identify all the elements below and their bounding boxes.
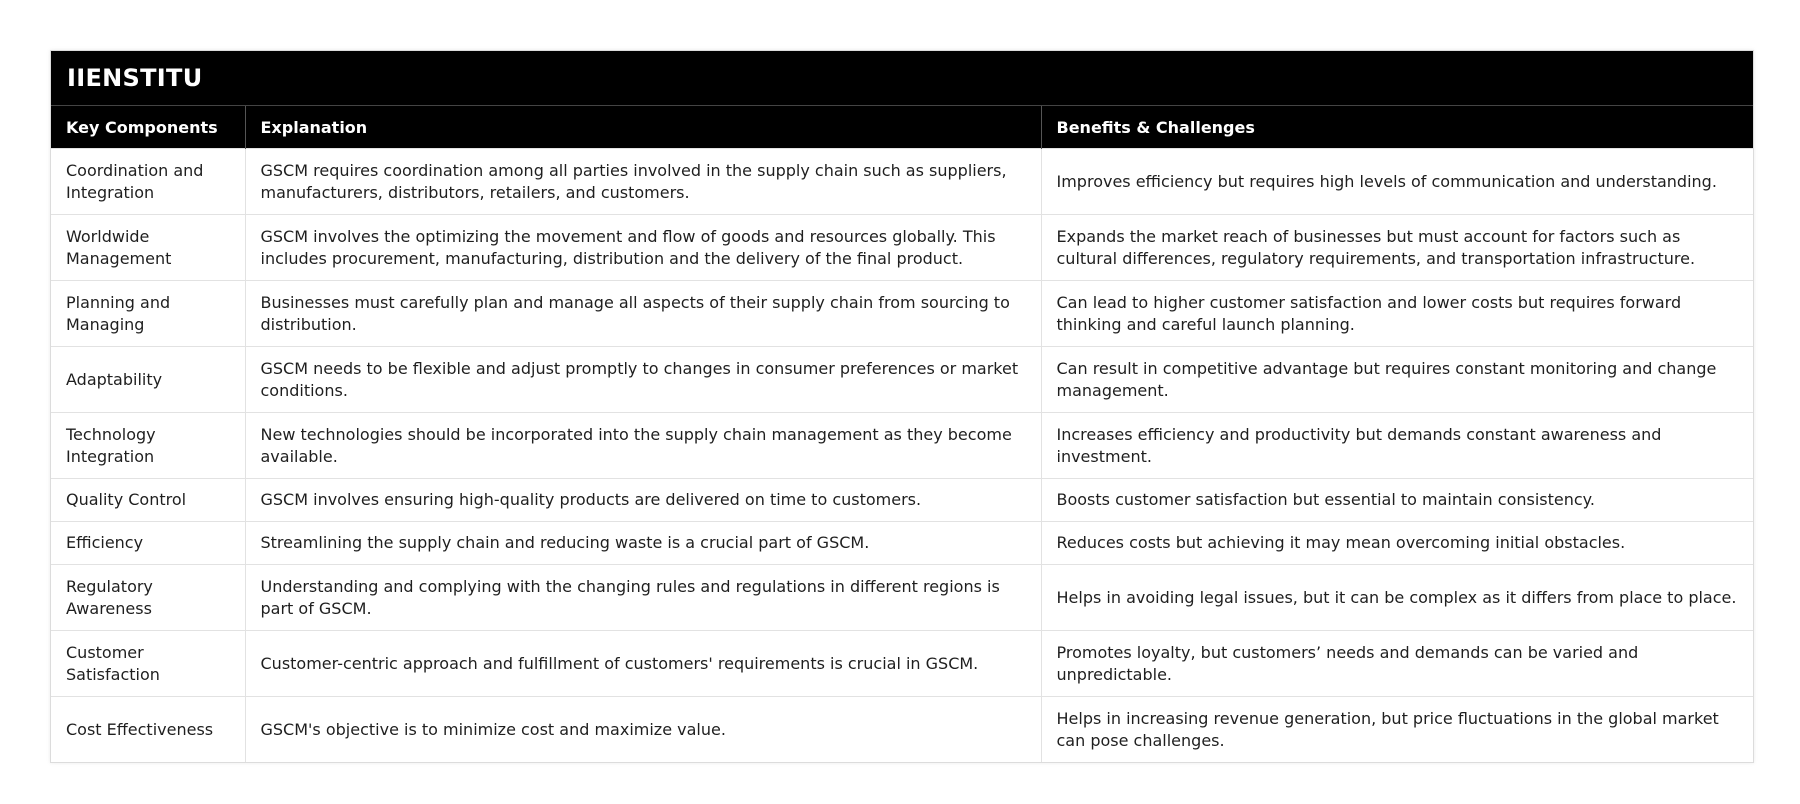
cell-explanation: New technologies should be incorporated into the supply chain management as they become available.	[245, 413, 1041, 479]
components-table	[51, 106, 1753, 762]
cell-component: Coordination and Integration	[51, 149, 245, 215]
header-key-components: Key Components	[51, 106, 245, 149]
cell-explanation: GSCM needs to be flexible and adjust promptly to changes in consumer preferences or market conditions.	[245, 347, 1041, 413]
cell-benefits: Expands the market reach of businesses but must account for factors such as cultural differences, regulatory requirements, and transportation infrastructure.	[1041, 215, 1753, 281]
cell-explanation: Streamlining the supply chain and reducing waste is a crucial part of GSCM.	[245, 522, 1041, 565]
cell-explanation: GSCM's objective is to minimize cost and maximize value.	[245, 697, 1041, 763]
cell-explanation: GSCM involves the optimizing the movement and flow of goods and resources globally. This includes procurement, manufacturing, distribution and the delivery of the final product.	[245, 215, 1041, 281]
cell-explanation: GSCM requires coordination among all parties involved in the supply chain such as suppliers, manufacturers, distributors, retailers, and customers.	[245, 149, 1041, 215]
cell-benefits: Can result in competitive advantage but requires constant monitoring and change management.	[1041, 347, 1753, 413]
cell-benefits: Can lead to higher customer satisfaction and lower costs but requires forward thinking and careful launch planning.	[1041, 281, 1753, 347]
cell-component: Cost Effectiveness	[51, 697, 245, 763]
cell-component: Adaptability	[51, 347, 245, 413]
cell-component: Technology Integration	[51, 413, 245, 479]
cell-explanation: Businesses must carefully plan and manage all aspects of their supply chain from sourcing to distribution.	[245, 281, 1041, 347]
table-row	[51, 479, 1753, 522]
cell-explanation: GSCM involves ensuring high-quality products are delivered on time to customers.	[245, 479, 1041, 522]
cell-benefits: Helps in increasing revenue generation, but price fluctuations in the global market can pose challenges.	[1041, 697, 1753, 763]
table-row	[51, 631, 1753, 697]
table-row	[51, 565, 1753, 631]
cell-benefits: Increases efficiency and productivity but demands constant awareness and investment.	[1041, 413, 1753, 479]
cell-component: Customer Satisfaction	[51, 631, 245, 697]
cell-component: Regulatory Awareness	[51, 565, 245, 631]
table-row	[51, 149, 1753, 215]
cell-explanation: Understanding and complying with the changing rules and regulations in different regions is part of GSCM.	[245, 565, 1041, 631]
cell-benefits: Reduces costs but achieving it may mean overcoming initial obstacles.	[1041, 522, 1753, 565]
table-row	[51, 281, 1753, 347]
table-row	[51, 215, 1753, 281]
table-row	[51, 413, 1753, 479]
cell-component: Quality Control	[51, 479, 245, 522]
brand-title: IIENSTITU	[51, 51, 1753, 106]
table-header-row	[51, 106, 1753, 149]
cell-component: Efficiency	[51, 522, 245, 565]
table-row	[51, 697, 1753, 763]
cell-component: Worldwide Management	[51, 215, 245, 281]
cell-benefits: Boosts customer satisfaction but essential to maintain consistency.	[1041, 479, 1753, 522]
cell-benefits: Improves efficiency but requires high levels of communication and understanding.	[1041, 149, 1753, 215]
table-row	[51, 347, 1753, 413]
cell-benefits: Promotes loyalty, but customers’ needs and demands can be varied and unpredictable.	[1041, 631, 1753, 697]
header-explanation: Explanation	[245, 106, 1041, 149]
table-row	[51, 522, 1753, 565]
cell-benefits: Helps in avoiding legal issues, but it can be complex as it differs from place to place.	[1041, 565, 1753, 631]
cell-explanation: Customer-centric approach and fulfillment of customers' requirements is crucial in GSCM.	[245, 631, 1041, 697]
gscm-table-card	[50, 50, 1754, 763]
header-benefits-challenges: Benefits & Challenges	[1041, 106, 1753, 149]
cell-component: Planning and Managing	[51, 281, 245, 347]
